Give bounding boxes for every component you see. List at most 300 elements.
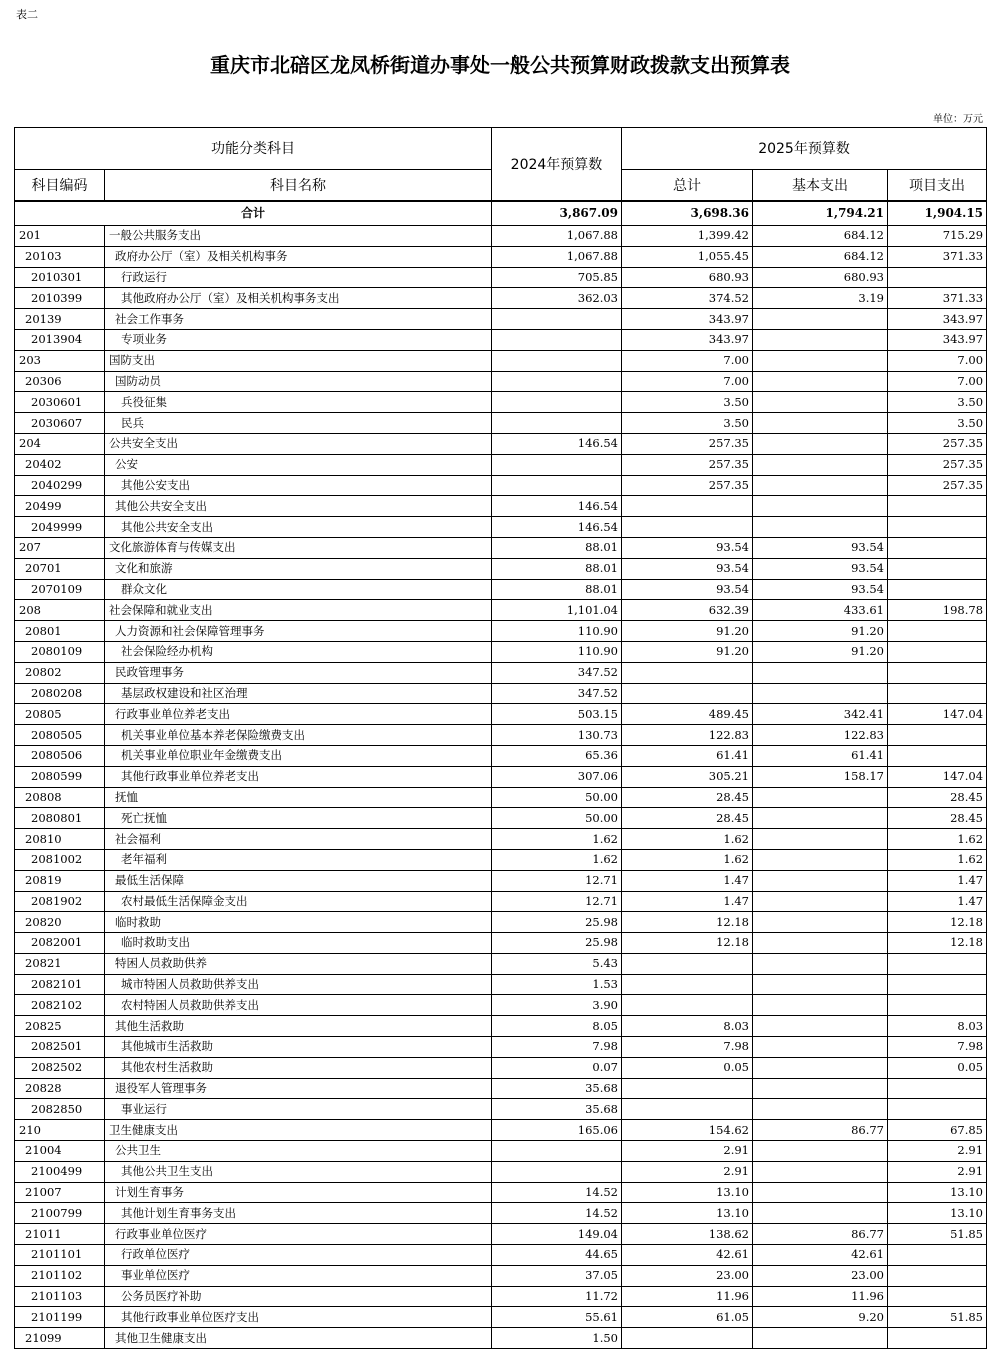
row-budget-2024: 35.68 [492,1078,622,1099]
row-total-2025: 13.10 [622,1203,753,1224]
table-row [15,579,987,600]
row-budget-2024: 1.50 [492,1328,622,1349]
row-basic-2025: 684.12 [753,246,888,267]
row-code: 20828 [15,1078,105,1099]
row-total-2025: 2.91 [622,1141,753,1162]
total-2025-basic: 1,794.21 [753,201,888,226]
row-code: 20808 [15,787,105,808]
row-name: 其他城市生活救助 [105,1037,492,1058]
row-project-2025: 147.04 [888,704,987,725]
row-code: 20821 [15,953,105,974]
row-name: 机关事业单位基本养老保险缴费支出 [105,725,492,746]
row-budget-2024: 110.90 [492,641,622,662]
row-project-2025: 7.98 [888,1037,987,1058]
row-basic-2025 [753,870,888,891]
table-row [15,849,987,870]
row-code: 20820 [15,912,105,933]
row-code: 21011 [15,1224,105,1245]
row-total-2025: 257.35 [622,433,753,454]
row-project-2025 [888,1265,987,1286]
row-basic-2025 [753,1182,888,1203]
row-project-2025: 257.35 [888,454,987,475]
row-total-2025: 0.05 [622,1057,753,1078]
row-project-2025: 3.50 [888,392,987,413]
row-project-2025: 198.78 [888,600,987,621]
row-budget-2024: 12.71 [492,891,622,912]
row-project-2025: 51.85 [888,1307,987,1328]
table-row [15,1141,987,1162]
row-name: 社会保险经办机构 [105,641,492,662]
row-budget-2024: 705.85 [492,267,622,288]
row-project-2025 [888,621,987,642]
row-total-2025: 93.54 [622,558,753,579]
row-project-2025: 1.47 [888,870,987,891]
row-code: 21007 [15,1182,105,1203]
row-name: 其他行政事业单位养老支出 [105,766,492,787]
row-name: 其他公共安全支出 [105,517,492,538]
row-budget-2024: 1.53 [492,974,622,995]
table-row [15,309,987,330]
row-total-2025: 1,399.42 [622,226,753,247]
row-name: 公共安全支出 [105,433,492,454]
table-row [15,1078,987,1099]
row-total-2025: 2.91 [622,1161,753,1182]
row-name: 一般公共服务支出 [105,226,492,247]
row-budget-2024: 3.90 [492,995,622,1016]
row-project-2025: 12.18 [888,912,987,933]
row-total-2025: 374.52 [622,288,753,309]
row-project-2025 [888,1078,987,1099]
row-basic-2025: 93.54 [753,558,888,579]
table-row [15,517,987,538]
row-total-2025 [622,1328,753,1349]
row-code: 2080109 [15,641,105,662]
row-project-2025: 2.91 [888,1141,987,1162]
row-budget-2024 [492,329,622,350]
row-code: 2040299 [15,475,105,496]
total-2024: 3,867.09 [492,201,622,226]
row-budget-2024: 44.65 [492,1245,622,1266]
row-name: 退役军人管理事务 [105,1078,492,1099]
row-basic-2025: 433.61 [753,600,888,621]
row-basic-2025 [753,1161,888,1182]
table-row [15,600,987,621]
row-budget-2024: 1,067.88 [492,226,622,247]
row-budget-2024: 1,067.88 [492,246,622,267]
row-name: 农村最低生活保障金支出 [105,891,492,912]
row-budget-2024: 12.71 [492,870,622,891]
row-total-2025: 42.61 [622,1245,753,1266]
row-name: 群众文化 [105,579,492,600]
table-row [15,1057,987,1078]
table-row [15,1245,987,1266]
row-basic-2025: 86.77 [753,1224,888,1245]
row-code: 2082102 [15,995,105,1016]
header-project: 项目支出 [888,169,987,201]
row-basic-2025: 680.93 [753,267,888,288]
row-basic-2025 [753,829,888,850]
row-basic-2025 [753,413,888,434]
row-code: 20103 [15,246,105,267]
row-total-2025: 8.03 [622,1016,753,1037]
row-budget-2024 [492,475,622,496]
row-code: 204 [15,433,105,454]
table-row [15,1265,987,1286]
row-code: 2100799 [15,1203,105,1224]
row-name: 公务员医疗补助 [105,1286,492,1307]
table-row [15,1037,987,1058]
table-row [15,433,987,454]
row-budget-2024: 88.01 [492,537,622,558]
row-budget-2024: 35.68 [492,1099,622,1120]
row-name: 国防动员 [105,371,492,392]
table-row [15,392,987,413]
row-project-2025 [888,662,987,683]
row-code: 201 [15,226,105,247]
row-total-2025: 1.47 [622,891,753,912]
row-name: 公共卫生 [105,1141,492,1162]
row-total-2025: 7.98 [622,1037,753,1058]
row-name: 文化旅游体育与传媒支出 [105,537,492,558]
row-total-2025: 93.54 [622,579,753,600]
row-code: 2081002 [15,849,105,870]
table-row [15,704,987,725]
row-project-2025 [888,974,987,995]
table-row [15,891,987,912]
row-code: 2080505 [15,725,105,746]
row-basic-2025: 93.54 [753,579,888,600]
row-name: 其他农村生活救助 [105,1057,492,1078]
row-budget-2024 [492,413,622,434]
header-budget-2025: 2025年预算数 [622,128,987,170]
row-name: 计划生育事务 [105,1182,492,1203]
row-code: 2101101 [15,1245,105,1266]
row-project-2025: 257.35 [888,475,987,496]
header-func-class: 功能分类科目 [15,128,492,170]
row-project-2025 [888,558,987,579]
row-name: 城市特困人员救助供养支出 [105,974,492,995]
row-name: 老年福利 [105,849,492,870]
row-total-2025 [622,662,753,683]
row-name: 特困人员救助供养 [105,953,492,974]
row-code: 20819 [15,870,105,891]
row-project-2025 [888,725,987,746]
row-total-2025 [622,496,753,517]
row-basic-2025 [753,350,888,371]
row-total-2025: 3.50 [622,392,753,413]
row-basic-2025: 23.00 [753,1265,888,1286]
row-total-2025: 28.45 [622,787,753,808]
row-budget-2024: 8.05 [492,1016,622,1037]
row-project-2025: 343.97 [888,329,987,350]
row-basic-2025 [753,517,888,538]
row-project-2025 [888,1245,987,1266]
row-budget-2024: 146.54 [492,496,622,517]
row-code: 2013904 [15,329,105,350]
row-name: 政府办公厅（室）及相关机构事务 [105,246,492,267]
table-row [15,454,987,475]
row-budget-2024: 88.01 [492,579,622,600]
row-basic-2025: 122.83 [753,725,888,746]
row-project-2025: 1.62 [888,849,987,870]
row-total-2025: 257.35 [622,454,753,475]
row-code: 208 [15,600,105,621]
row-budget-2024: 37.05 [492,1265,622,1286]
row-total-2025: 632.39 [622,600,753,621]
row-basic-2025: 93.54 [753,537,888,558]
row-total-2025: 1.62 [622,849,753,870]
row-basic-2025 [753,933,888,954]
table-row [15,475,987,496]
total-label: 合计 [15,201,492,226]
unit-label: 单位：万元 [933,114,983,125]
row-code: 20805 [15,704,105,725]
row-code: 2101103 [15,1286,105,1307]
row-code: 207 [15,537,105,558]
row-budget-2024: 25.98 [492,933,622,954]
row-budget-2024: 50.00 [492,808,622,829]
row-project-2025 [888,1328,987,1349]
table-row [15,829,987,850]
row-name: 事业运行 [105,1099,492,1120]
row-total-2025: 1.62 [622,829,753,850]
row-project-2025 [888,995,987,1016]
row-total-2025: 489.45 [622,704,753,725]
row-budget-2024 [492,371,622,392]
row-project-2025: 7.00 [888,371,987,392]
row-basic-2025 [753,1328,888,1349]
row-basic-2025: 158.17 [753,766,888,787]
table-row [15,912,987,933]
row-basic-2025 [753,849,888,870]
row-code: 2101199 [15,1307,105,1328]
row-basic-2025 [753,891,888,912]
row-name: 事业单位医疗 [105,1265,492,1286]
table-row [15,745,987,766]
row-total-2025: 154.62 [622,1120,753,1141]
row-name: 行政事业单位养老支出 [105,704,492,725]
row-budget-2024: 146.54 [492,433,622,454]
row-total-2025: 305.21 [622,766,753,787]
row-name: 临时救助 [105,912,492,933]
row-budget-2024: 1.62 [492,849,622,870]
row-project-2025: 3.50 [888,413,987,434]
table-row [15,537,987,558]
row-total-2025: 28.45 [622,808,753,829]
row-budget-2024: 347.52 [492,683,622,704]
row-basic-2025 [753,496,888,517]
table-row [15,787,987,808]
row-basic-2025: 61.41 [753,745,888,766]
row-budget-2024: 307.06 [492,766,622,787]
row-code: 2082001 [15,933,105,954]
row-basic-2025: 9.20 [753,1307,888,1328]
row-total-2025: 61.41 [622,745,753,766]
row-code: 20701 [15,558,105,579]
row-budget-2024: 14.52 [492,1203,622,1224]
row-project-2025 [888,1099,987,1120]
row-basic-2025 [753,1016,888,1037]
row-basic-2025 [753,787,888,808]
row-basic-2025: 342.41 [753,704,888,725]
table-row [15,1203,987,1224]
table-row [15,1224,987,1245]
row-code: 20810 [15,829,105,850]
row-name: 其他卫生健康支出 [105,1328,492,1349]
row-name: 机关事业单位职业年金缴费支出 [105,745,492,766]
table-row [15,766,987,787]
row-name: 社会保障和就业支出 [105,600,492,621]
row-budget-2024: 362.03 [492,288,622,309]
row-code: 21004 [15,1141,105,1162]
table-row [15,974,987,995]
table-row [15,226,987,247]
row-basic-2025 [753,309,888,330]
row-basic-2025: 684.12 [753,226,888,247]
row-name: 抚恤 [105,787,492,808]
row-project-2025 [888,537,987,558]
row-total-2025: 12.18 [622,933,753,954]
row-basic-2025 [753,1037,888,1058]
row-total-2025: 7.00 [622,350,753,371]
row-total-2025: 122.83 [622,725,753,746]
row-project-2025: 2.91 [888,1161,987,1182]
row-total-2025: 343.97 [622,329,753,350]
row-total-2025: 91.20 [622,621,753,642]
row-total-2025: 257.35 [622,475,753,496]
row-budget-2024: 50.00 [492,787,622,808]
row-name: 社会工作事务 [105,309,492,330]
row-project-2025: 12.18 [888,933,987,954]
row-basic-2025 [753,683,888,704]
row-total-2025 [622,1099,753,1120]
row-code: 2049999 [15,517,105,538]
row-name: 公安 [105,454,492,475]
row-budget-2024: 1.62 [492,829,622,850]
row-budget-2024: 65.36 [492,745,622,766]
row-project-2025 [888,267,987,288]
row-name: 人力资源和社会保障管理事务 [105,621,492,642]
header-budget-2024: 2024年预算数 [492,128,622,202]
row-name: 兵役征集 [105,392,492,413]
row-budget-2024: 25.98 [492,912,622,933]
row-total-2025 [622,683,753,704]
row-basic-2025 [753,1099,888,1120]
row-basic-2025: 11.96 [753,1286,888,1307]
table-row [15,558,987,579]
row-project-2025 [888,953,987,974]
table-row [15,1182,987,1203]
table-row [15,933,987,954]
row-code: 2101102 [15,1265,105,1286]
row-total-2025: 61.05 [622,1307,753,1328]
row-name: 基层政权建设和社区治理 [105,683,492,704]
row-project-2025: 13.10 [888,1203,987,1224]
row-budget-2024: 149.04 [492,1224,622,1245]
row-basic-2025 [753,433,888,454]
row-code: 2082850 [15,1099,105,1120]
row-code: 2081902 [15,891,105,912]
row-name: 其他公安支出 [105,475,492,496]
table-row [15,953,987,974]
row-project-2025: 371.33 [888,246,987,267]
row-total-2025: 93.54 [622,537,753,558]
budget-table [14,127,987,1349]
row-total-2025: 1,055.45 [622,246,753,267]
row-project-2025 [888,517,987,538]
row-budget-2024: 165.06 [492,1120,622,1141]
row-code: 2030607 [15,413,105,434]
row-name: 农村特困人员救助供养支出 [105,995,492,1016]
row-name: 其他政府办公厅（室）及相关机构事务支出 [105,288,492,309]
table-row [15,662,987,683]
row-budget-2024 [492,1141,622,1162]
row-budget-2024 [492,350,622,371]
row-name: 其他公共安全支出 [105,496,492,517]
table-row [15,870,987,891]
row-budget-2024 [492,392,622,413]
row-project-2025 [888,1286,987,1307]
row-project-2025: 67.85 [888,1120,987,1141]
row-basic-2025 [753,454,888,475]
table-row [15,995,987,1016]
row-name: 行政运行 [105,267,492,288]
table-row [15,496,987,517]
row-code: 2010399 [15,288,105,309]
table-row [15,267,987,288]
row-name: 其他生活救助 [105,1016,492,1037]
table-row [15,725,987,746]
row-name: 专项业务 [105,329,492,350]
table-row [15,1286,987,1307]
row-budget-2024: 1,101.04 [492,600,622,621]
row-basic-2025 [753,329,888,350]
row-budget-2024 [492,454,622,475]
table-row [15,641,987,662]
table-row [15,246,987,267]
row-basic-2025 [753,662,888,683]
row-code: 2080599 [15,766,105,787]
table-row [15,371,987,392]
row-project-2025: 371.33 [888,288,987,309]
row-project-2025: 715.29 [888,226,987,247]
row-total-2025 [622,953,753,974]
row-project-2025: 257.35 [888,433,987,454]
row-name: 其他公共卫生支出 [105,1161,492,1182]
row-budget-2024: 503.15 [492,704,622,725]
row-total-2025: 13.10 [622,1182,753,1203]
row-project-2025: 343.97 [888,309,987,330]
row-code: 20825 [15,1016,105,1037]
row-name: 死亡抚恤 [105,808,492,829]
row-basic-2025 [753,1057,888,1078]
row-code: 2100499 [15,1161,105,1182]
table-row [15,683,987,704]
table-row [15,621,987,642]
row-code: 20802 [15,662,105,683]
total-row [15,201,987,226]
row-code: 20801 [15,621,105,642]
row-name: 临时救助支出 [105,933,492,954]
row-budget-2024: 7.98 [492,1037,622,1058]
row-basic-2025 [753,912,888,933]
row-budget-2024: 88.01 [492,558,622,579]
table-row [15,1161,987,1182]
row-budget-2024: 0.07 [492,1057,622,1078]
row-budget-2024: 130.73 [492,725,622,746]
row-budget-2024: 347.52 [492,662,622,683]
row-code: 2082501 [15,1037,105,1058]
